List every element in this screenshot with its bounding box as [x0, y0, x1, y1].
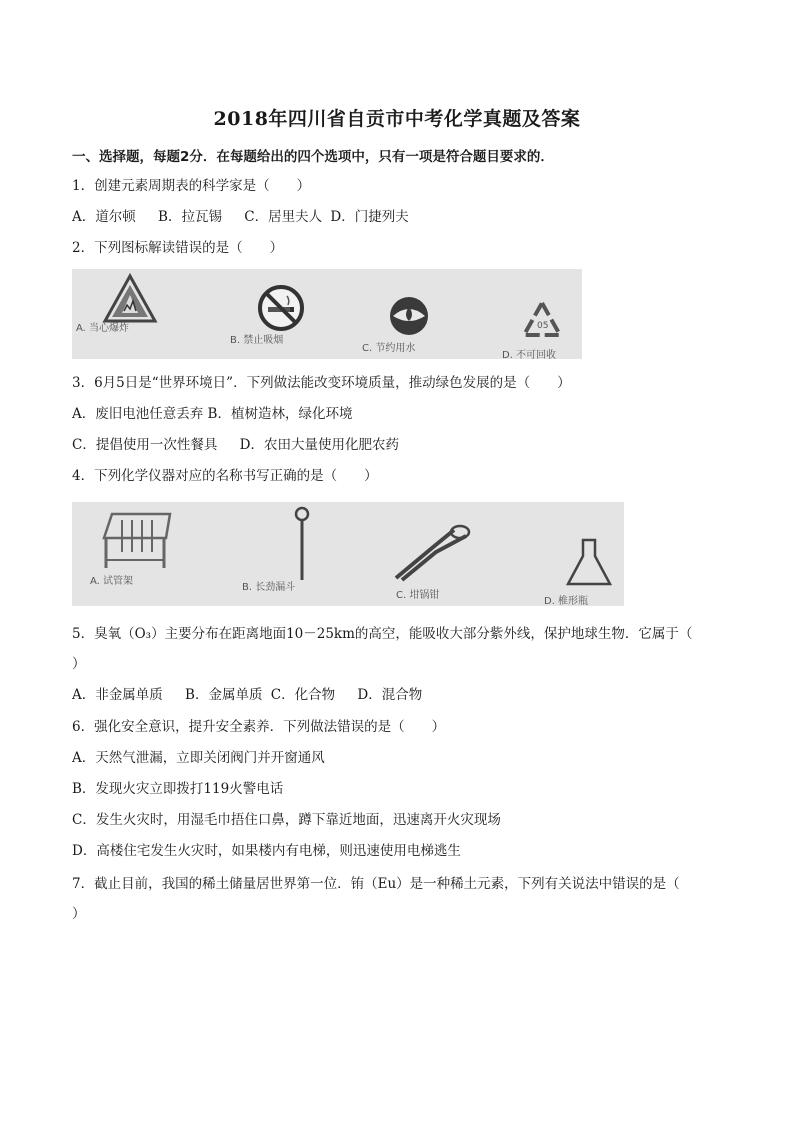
- figure-caption: A. 当心爆炸: [76, 323, 130, 334]
- long-neck-funnel-icon: [290, 506, 314, 582]
- question-5-stem-end: ）: [72, 656, 86, 672]
- question-1-options: [72, 208, 409, 226]
- figure-caption: C. 坩锅钳: [396, 590, 440, 601]
- water-saving-icon: [384, 295, 434, 337]
- page-title: 2018年四川省自贡市中考化学真题及答案: [213, 108, 581, 130]
- option-a: A．道尔顿: [72, 209, 136, 225]
- question-7-stem: 7．截止目前，我国的稀土储量居世界第一位．铕（Eu）是一种稀土元素，下列有关说法中错误的是（: [72, 876, 680, 892]
- recycle-icon: [518, 299, 566, 343]
- question-6-option-d: D．高楼住宅发生火灾时，如果楼内有电梯，则迅速使用电梯逃生: [72, 843, 461, 859]
- option-b: B．拉瓦锡: [158, 209, 222, 225]
- option-c: C．化合物: [270, 687, 336, 703]
- option-b: B．金属单质: [185, 687, 263, 703]
- figure-caption: D. 椎形瓶: [544, 596, 589, 606]
- figure-caption: C. 节约用水: [362, 343, 416, 354]
- question-3-stem: 3．6月5日是“世界环境日”．下列做法能改变环境质量，推动绿色发展的是（ ）: [72, 375, 571, 391]
- question-4-stem: 4．下列化学仪器对应的名称书写正确的是（ ）: [72, 468, 378, 484]
- option-d: D．门捷列夫: [330, 209, 409, 225]
- figure-caption: A. 试管架: [90, 576, 134, 587]
- no-smoking-icon: [256, 283, 306, 333]
- question-6-option-c: C．发生火灾时，用湿毛巾捂住口鼻，蹲下靠近地面，迅速离开火灾现场: [72, 812, 501, 828]
- figure-caption: D. 不可回收: [502, 350, 557, 359]
- question-5-stem: 5．臭氧（O₃）主要分布在距离地面10－25km的高空，能吸收大部分紫外线，保护地球生物．它属于（: [72, 626, 693, 642]
- option-d: D．混合物: [357, 687, 423, 703]
- crucible-tongs-icon: [392, 522, 472, 582]
- figure-caption: B. 禁止吸烟: [230, 335, 284, 346]
- option-d: D．农田大量使用化肥农药: [239, 437, 399, 453]
- option-c: C．居里夫人: [244, 209, 323, 225]
- question-4-figure: [72, 502, 624, 606]
- test-tube-rack-icon: [96, 508, 176, 572]
- question-3-options-ab: A．废旧电池任意丢弃 B．植树造林，绿化环境: [72, 406, 353, 422]
- question-6-option-a: A．天然气泄漏，立即关闭阀门并开窗通风: [72, 750, 325, 766]
- question-6-option-b: B．发现火灾立即拨打119火警电话: [72, 781, 284, 797]
- question-1-stem: 1．创建元素周期表的科学家是（ ）: [72, 178, 311, 194]
- question-7-stem-end: ）: [72, 906, 86, 922]
- question-6-stem: 6．强化安全意识，提升安全素养．下列做法错误的是（ ）: [72, 719, 446, 735]
- section-heading: 一、选择题，每题2分．在每题给出的四个选项中，只有一项是符合题目要求的．: [72, 149, 554, 165]
- conical-flask-icon: [566, 538, 612, 588]
- question-2-stem: 2．下列图标解读错误的是（ ）: [72, 240, 284, 256]
- question-5-options: [72, 686, 422, 704]
- explosion-warning-icon: [102, 273, 158, 325]
- option-a: A．非金属单质: [72, 687, 163, 703]
- svg-text:05: 05: [537, 321, 549, 331]
- option-c: C．提倡使用一次性餐具: [72, 437, 218, 453]
- question-3-options-cd: [72, 436, 399, 454]
- figure-caption: B. 长劲漏斗: [242, 582, 296, 593]
- question-2-figure: [72, 269, 582, 359]
